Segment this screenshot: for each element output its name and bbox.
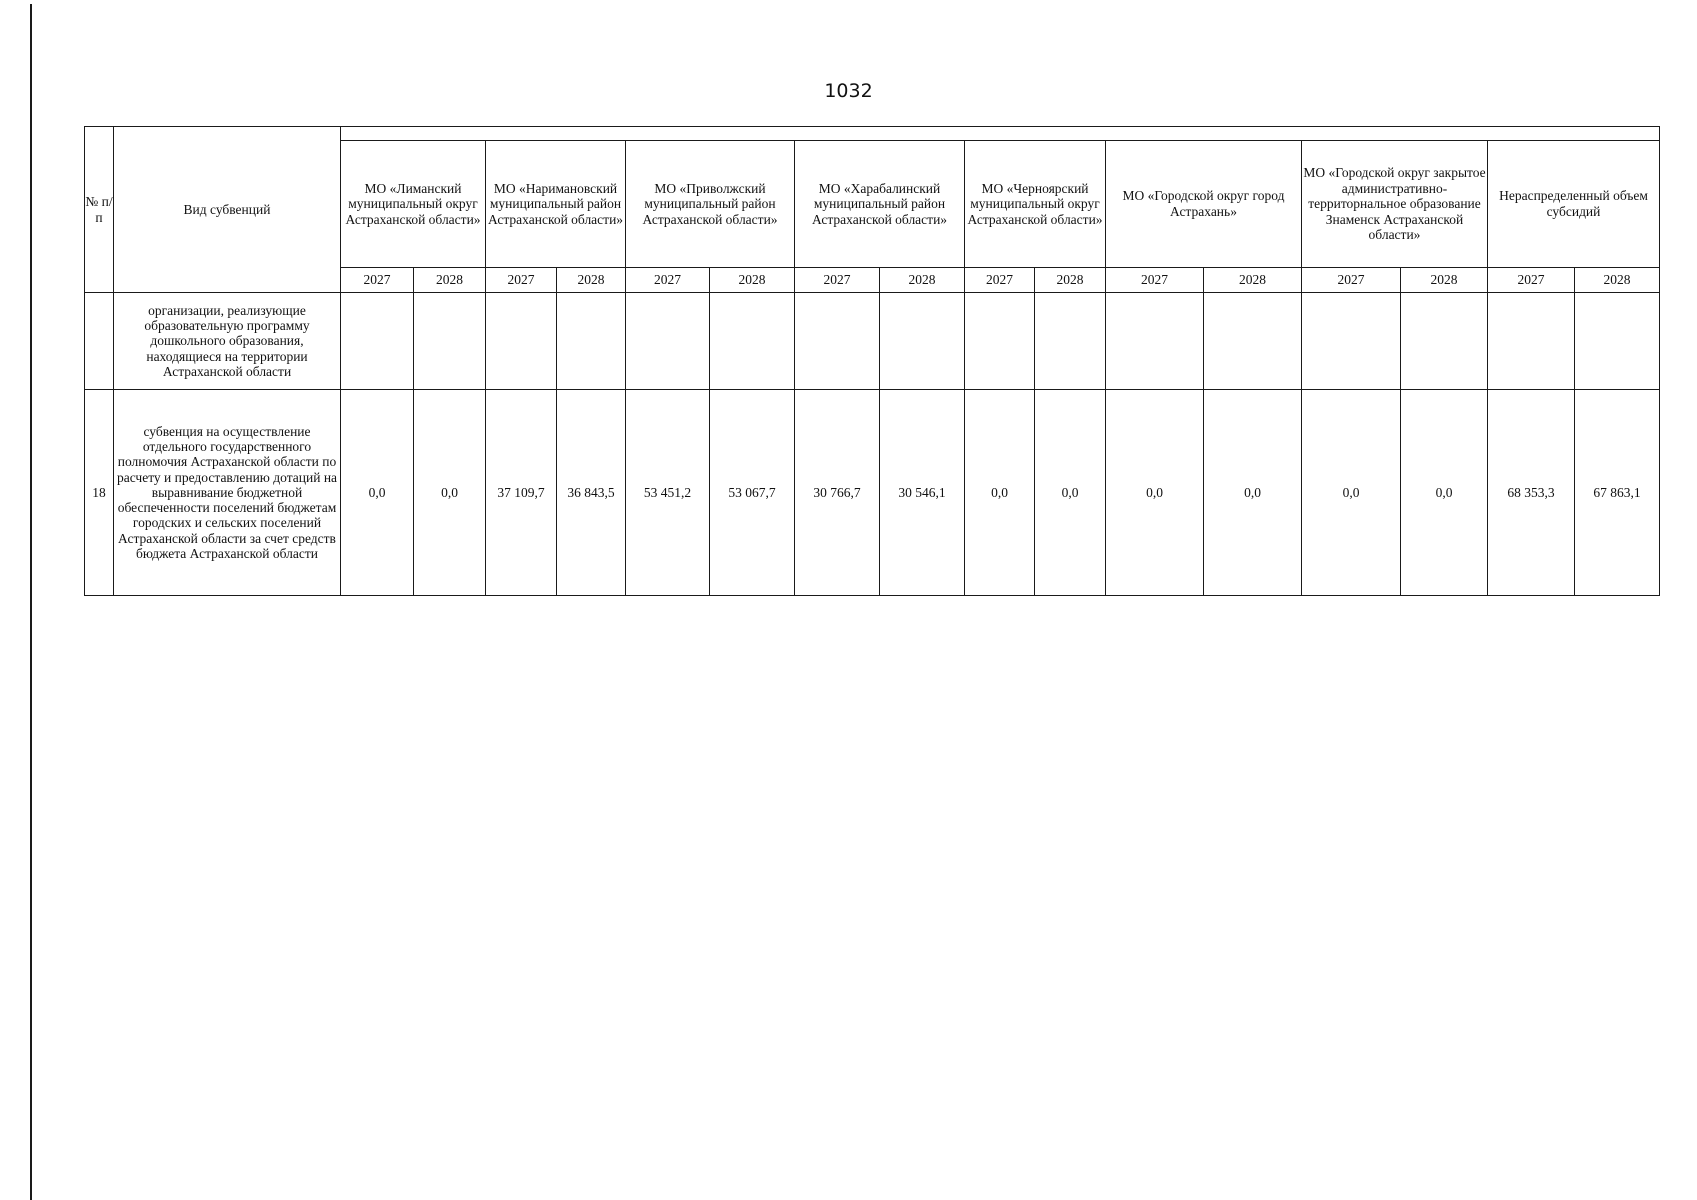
row-num: 18 bbox=[85, 390, 114, 596]
header-group-chernoyarsky: МО «Черноярский муниципальный округ Астраханской области» bbox=[965, 141, 1106, 268]
page-number: 1032 bbox=[824, 80, 873, 102]
row-description: субвенция на осуществление отдельного государственного полномочия Астраханской области по расчету и предоставлению дотаций на выравнивание бюджетной обеспеченности поселений бюджетам городских и сельских поселений Астраханской области за счет средств бюджета Астраханской области bbox=[114, 390, 341, 596]
header-group-narimanovsky: МО «Наримановский муниципальный район Астраханской области» bbox=[486, 141, 626, 268]
value-cell bbox=[965, 293, 1035, 390]
value-cell bbox=[1204, 293, 1302, 390]
value-cell: 68 353,3 bbox=[1488, 390, 1575, 596]
year-2027: 2027 bbox=[795, 268, 880, 293]
value-cell bbox=[1035, 293, 1106, 390]
year-2028: 2028 bbox=[1035, 268, 1106, 293]
table-row bbox=[85, 293, 1660, 390]
page-margin-line bbox=[30, 4, 32, 1200]
value-cell: 53 067,7 bbox=[710, 390, 795, 596]
header-group-privolzhsky: МО «Приволжский муниципальный район Астраханской области» bbox=[626, 141, 795, 268]
year-2027: 2027 bbox=[1302, 268, 1401, 293]
value-cell: 30 546,1 bbox=[880, 390, 965, 596]
year-2027: 2027 bbox=[1488, 268, 1575, 293]
year-2028: 2028 bbox=[710, 268, 795, 293]
header-group-znamensk: МО «Городской округ закрытое административно-территорнальное образование Знаменск Астраханской области» bbox=[1302, 141, 1488, 268]
year-2027: 2027 bbox=[965, 268, 1035, 293]
value-cell: 0,0 bbox=[1035, 390, 1106, 596]
value-cell: 37 109,7 bbox=[486, 390, 557, 596]
header-num: № п/п bbox=[85, 127, 114, 293]
year-2028: 2028 bbox=[880, 268, 965, 293]
value-cell bbox=[1106, 293, 1204, 390]
year-2028: 2028 bbox=[414, 268, 486, 293]
header-group-limansky: МО «Лиманский муниципальный округ Астраханской области» bbox=[341, 141, 486, 268]
value-cell: 0,0 bbox=[1401, 390, 1488, 596]
year-2027: 2027 bbox=[626, 268, 710, 293]
value-cell bbox=[626, 293, 710, 390]
year-2028: 2028 bbox=[557, 268, 626, 293]
row-num bbox=[85, 293, 114, 390]
value-cell: 0,0 bbox=[414, 390, 486, 596]
value-cell: 0,0 bbox=[341, 390, 414, 596]
year-2027: 2027 bbox=[486, 268, 557, 293]
header-strip-cell bbox=[341, 127, 1660, 141]
year-2028: 2028 bbox=[1204, 268, 1302, 293]
value-cell: 36 843,5 bbox=[557, 390, 626, 596]
value-cell: 0,0 bbox=[1302, 390, 1401, 596]
header-group-unallocated: Нераспределенный объем субсидий bbox=[1488, 141, 1660, 268]
header-group-astrakhan: МО «Городской округ город Астрахань» bbox=[1106, 141, 1302, 268]
row-description: организации, реализующие образовательную программу дошкольного образования, находящиеся на территории Астраханской области bbox=[114, 293, 341, 390]
year-2028: 2028 bbox=[1575, 268, 1660, 293]
year-2027: 2027 bbox=[341, 268, 414, 293]
header-kind: Вид субвенций bbox=[114, 127, 341, 293]
value-cell: 0,0 bbox=[1106, 390, 1204, 596]
year-2027: 2027 bbox=[1106, 268, 1204, 293]
value-cell: 0,0 bbox=[965, 390, 1035, 596]
table-row bbox=[85, 390, 1660, 596]
subvention-table bbox=[84, 126, 1660, 596]
value-cell bbox=[1488, 293, 1575, 390]
value-cell bbox=[1575, 293, 1660, 390]
value-cell bbox=[880, 293, 965, 390]
value-cell bbox=[795, 293, 880, 390]
value-cell: 67 863,1 bbox=[1575, 390, 1660, 596]
value-cell: 53 451,2 bbox=[626, 390, 710, 596]
header-top-strip bbox=[85, 127, 1660, 141]
value-cell bbox=[557, 293, 626, 390]
value-cell bbox=[341, 293, 414, 390]
value-cell bbox=[414, 293, 486, 390]
value-cell: 0,0 bbox=[1204, 390, 1302, 596]
value-cell bbox=[486, 293, 557, 390]
header-group-kharabalinsky: МО «Харабалинский муниципальный район Астраханской области» bbox=[795, 141, 965, 268]
value-cell bbox=[710, 293, 795, 390]
year-2028: 2028 bbox=[1401, 268, 1488, 293]
value-cell bbox=[1302, 293, 1401, 390]
value-cell bbox=[1401, 293, 1488, 390]
value-cell: 30 766,7 bbox=[795, 390, 880, 596]
